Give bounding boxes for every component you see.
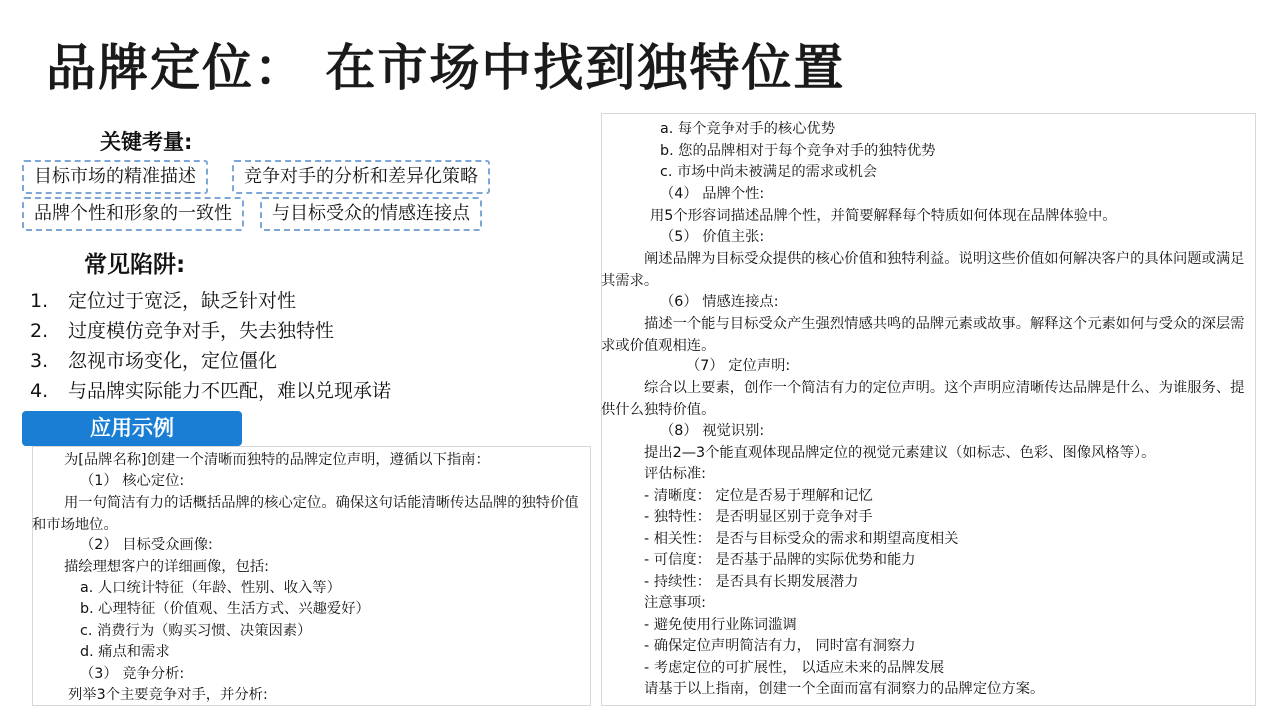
prompt-line: c. 市场中尚未被满足的需求或机会 bbox=[660, 164, 878, 180]
example-tab[interactable]: 应用示例 bbox=[22, 411, 242, 446]
prompt-line: 注意事项: bbox=[644, 595, 707, 611]
prompt-line: - 考虑定位的可扩展性， 以适应未来的品牌发展 bbox=[644, 660, 945, 676]
pitfall-text: 定位过于宽泛，缺乏针对性 bbox=[68, 290, 297, 312]
pitfall-item bbox=[30, 346, 391, 376]
prompt-line: （1） 核心定位: bbox=[80, 473, 185, 489]
prompt-line: 评估标准: bbox=[644, 466, 707, 482]
prompt-line: 用5个形容词描述品牌个性，并简要解释每个特质如何体现在品牌体验中。 bbox=[650, 208, 1117, 224]
prompt-line: c. 消费行为（购买习惯、决策因素） bbox=[80, 623, 312, 639]
prompt-line: - 持续性： 是否具有长期发展潜力 bbox=[644, 574, 859, 590]
prompt-line: 提出2—3个能直观体现品牌定位的视觉元素建议（如标志、色彩、图像风格等）。 bbox=[644, 445, 1156, 461]
pitfall-number: 1. bbox=[30, 290, 49, 312]
pitfalls-heading: 常见陷阱: bbox=[84, 252, 186, 278]
pitfalls-list bbox=[30, 286, 391, 406]
prompt-line: （5） 价值主张: bbox=[660, 229, 765, 245]
pitfall-text: 过度模仿竞争对手，失去独特性 bbox=[68, 320, 335, 342]
prompt-line: a. 人口统计特征（年龄、性别、收入等） bbox=[80, 580, 341, 596]
prompt-line: 描述一个能与目标受众产生强烈情感共鸣的品牌元素或故事。解释这个元素如何与受众的深层需求或价值观相连。 bbox=[601, 316, 1245, 354]
pitfall-item bbox=[30, 286, 391, 316]
prompt-line: （8） 视觉识别: bbox=[660, 423, 765, 439]
prompt-line: （7） 定位声明: bbox=[686, 358, 791, 374]
prompt-line: （3） 竞争分析: bbox=[80, 666, 185, 682]
prompt-line: 列举3个主要竞争对手，并分析: bbox=[68, 687, 268, 703]
prompt-line: - 避免使用行业陈词滥调 bbox=[644, 617, 797, 633]
pitfall-number: 2. bbox=[30, 320, 49, 342]
prompt-line: 阐述品牌为目标受众提供的核心价值和独特利益。说明这些价值如何解决客户的具体问题或满足其需求。 bbox=[601, 251, 1245, 289]
prompt-line: - 独特性： 是否明显区别于竞争对手 bbox=[644, 509, 873, 525]
prompt-line: （4） 品牌个性: bbox=[660, 186, 765, 202]
prompt-line: a. 每个竞争对手的核心优势 bbox=[660, 121, 836, 137]
prompt-line: 用一句简洁有力的话概括品牌的核心定位。确保这句话能清晰传达品牌的独特价值和市场地位。 bbox=[32, 495, 579, 533]
chip-emotional-connection: 与目标受众的情感连接点 bbox=[260, 197, 482, 231]
prompt-line: （6） 情感连接点: bbox=[660, 294, 779, 310]
prompt-line: b. 您的品牌相对于每个竞争对手的独特优势 bbox=[660, 143, 936, 159]
key-considerations-heading: 关键考量: bbox=[100, 130, 193, 154]
prompt-line: - 确保定位声明简洁有力， 同时富有洞察力 bbox=[644, 638, 916, 654]
pitfall-number: 4. bbox=[30, 380, 49, 402]
chip-brand-personality: 品牌个性和形象的一致性 bbox=[22, 197, 244, 231]
pitfall-item bbox=[30, 376, 391, 406]
example-prompt-panel-left bbox=[32, 446, 591, 706]
prompt-line: 为[品牌名称]创建一个清晰而独特的品牌定位声明，遵循以下指南： bbox=[64, 452, 490, 468]
example-prompt-panel-right bbox=[601, 113, 1256, 706]
prompt-line: - 相关性： 是否与目标受众的需求和期望高度相关 bbox=[644, 531, 959, 547]
chip-competitor-analysis: 竞争对手的分析和差异化策略 bbox=[232, 160, 490, 194]
prompt-line: 描绘理想客户的详细画像，包括: bbox=[64, 559, 269, 575]
prompt-line: 请基于以上指南，创建一个全面而富有洞察力的品牌定位方案。 bbox=[644, 681, 1045, 697]
prompt-line: - 清晰度： 定位是否易于理解和记忆 bbox=[644, 488, 873, 504]
prompt-line: b. 心理特征（价值观、生活方式、兴趣爱好） bbox=[80, 601, 370, 617]
prompt-line: 综合以上要素，创作一个简洁有力的定位声明。这个声明应清晰传达品牌是什么、为谁服务、提供什么独特价值。 bbox=[601, 380, 1245, 418]
pitfall-text: 忽视市场变化，定位僵化 bbox=[68, 350, 278, 372]
pitfall-number: 3. bbox=[30, 350, 49, 372]
prompt-line: d. 痛点和需求 bbox=[80, 644, 170, 660]
chip-target-market: 目标市场的精准描述 bbox=[22, 160, 208, 194]
pitfall-text: 与品牌实际能力不匹配，难以兑现承诺 bbox=[68, 380, 392, 402]
prompt-line: （2） 目标受众画像: bbox=[80, 537, 213, 553]
prompt-line: - 可信度： 是否基于品牌的实际优势和能力 bbox=[644, 552, 916, 568]
page-title: 品牌定位： 在市场中找到独特位置 bbox=[46, 39, 846, 97]
pitfall-item bbox=[30, 316, 391, 346]
